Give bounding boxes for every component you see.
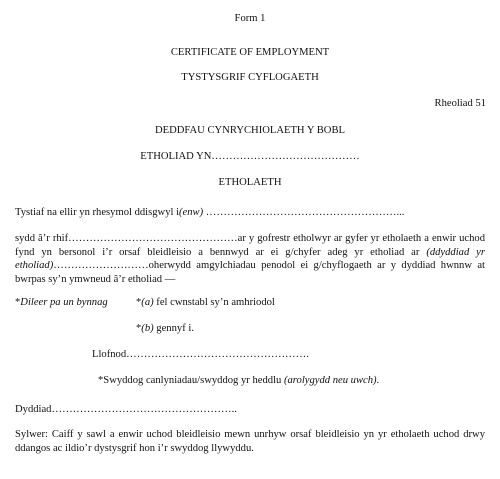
election-line: ETHOLIAD YN…………………………………… — [140, 151, 360, 162]
officer-line: *Swyddog canlyniadau/swyddog yr heddlu (arolygydd neu uwch). — [98, 375, 380, 386]
delete-note: *Dileer pa un bynnag — [15, 297, 108, 308]
title-welsh: TYSTYSGRIF CYFLOGAETH — [181, 72, 319, 83]
certify-dots: ………………………………………………... — [203, 207, 405, 218]
election-type: ETHOLAETH — [218, 177, 282, 188]
signature-line: Llofnod……………………………………………. — [92, 349, 309, 360]
note-paragraph: Sylwer: Caiff y sawl a enwir uchod bleidleisio mewn unrhyw orsaf bleidleisio yn yr etholaeth uchod drwy ddangos ac ildio’r dystysgrif hon i’r swyddog llywyddu. — [15, 429, 485, 454]
date-line: Dyddiad…………………………………………….. — [15, 404, 237, 415]
election-date-hint: (ddyddiad yr etholiad) — [15, 246, 485, 271]
certify-prefix: Tystiaf na ellir yn rhesymol ddisgwyl i — [15, 207, 180, 218]
form-number: Form 1 — [234, 13, 266, 24]
main-paragraph — [15, 232, 485, 286]
title-english: CERTIFICATE OF EMPLOYMENT — [170, 47, 330, 58]
certify-line — [15, 206, 404, 219]
officer-rank-hint: (arolygydd neu uwch) — [283, 375, 377, 386]
regulation-reference: Rheoliad 51 — [434, 98, 486, 109]
option-a: *(a) fel cwnstabl sy’n amhriodol — [136, 297, 275, 308]
name-hint: (enw) — [179, 207, 204, 218]
para-part-1: sydd â’r rhif…………………………………………ar y gofrestr etholwyr ar gyfer yr etholaeth a enwir uchod fynd yn bersonol i’r orsaf bleidleisio a bennwyd ar ei g/chyfer adeg yr etholiad ar — [15, 233, 485, 258]
para-part-2: ………………………oherwydd amgylchiadau penodol ei g/chyflogaeth ar y dyddiad hwnnw at bwrpas sy’n ymwneud â’r etholiad — — [15, 260, 485, 285]
option-b: *(b) gennyf i. — [136, 323, 194, 334]
act-title: DEDDFAU CYNRYCHIOLAETH Y BOBL — [155, 125, 345, 136]
